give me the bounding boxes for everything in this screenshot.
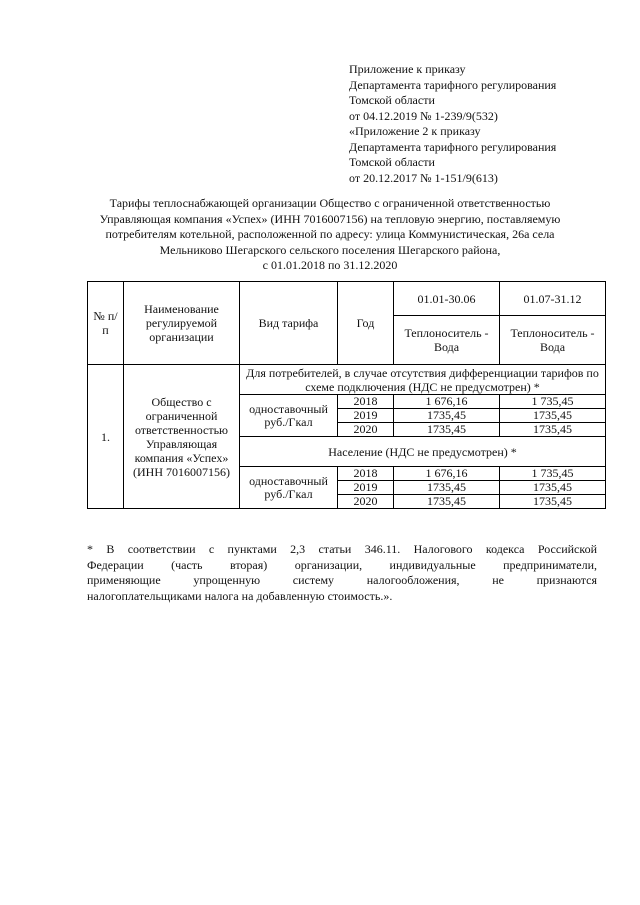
footnote-line: применяющие упрощенную систему налогообложения, не признаются bbox=[87, 573, 597, 587]
year-cell: 2019 bbox=[338, 409, 394, 423]
value-cell: 1735,45 bbox=[394, 423, 500, 437]
group-title: Для потребителей, в случае отсутствия дифференциации тарифов по схеме подключения (НДС не предусмотрен) * bbox=[240, 365, 606, 395]
value-cell: 1735,45 bbox=[394, 495, 500, 509]
appendix-line: от 04.12.2019 № 1-239/9(532) bbox=[349, 108, 498, 123]
value-cell: 1735,45 bbox=[394, 481, 500, 495]
header-organization: Наименование регулируемой организации bbox=[124, 282, 240, 365]
appendix-line: Приложение к приказу bbox=[349, 62, 466, 76]
appendix-line: Департамента тарифного регулирования bbox=[349, 77, 557, 92]
value-cell: 1735,45 bbox=[500, 423, 606, 437]
tariff-table bbox=[87, 281, 606, 509]
group-title-row bbox=[88, 365, 606, 395]
document-title bbox=[80, 196, 580, 274]
appendix-line: Департамента тарифного регулирования bbox=[349, 139, 557, 154]
year-cell: 2020 bbox=[338, 423, 394, 437]
title-line: с 01.01.2018 по 31.12.2020 bbox=[262, 258, 398, 272]
appendix-line: Томской области bbox=[349, 155, 435, 169]
appendix-line: Томской области bbox=[349, 93, 435, 107]
year-cell: 2019 bbox=[338, 481, 394, 495]
tariff-type-cell: одноставочный руб./Гкал bbox=[240, 467, 338, 509]
year-cell: 2018 bbox=[338, 395, 394, 409]
header-carrier-1: Теплоноситель - Вода bbox=[394, 316, 500, 365]
appendix-header bbox=[349, 62, 619, 186]
value-cell: 1735,45 bbox=[394, 409, 500, 423]
header-period-2: 01.07-31.12 bbox=[500, 282, 606, 316]
appendix-line: от 20.12.2017 № 1-151/9(613) bbox=[349, 170, 498, 185]
tariff-type-cell: одноставочный руб./Гкал bbox=[240, 395, 338, 437]
footnote bbox=[87, 542, 597, 604]
value-cell: 1 735,45 bbox=[500, 467, 606, 481]
title-line: потребителям котельной, расположенной по адресу: улица Коммунистическая, 26а села bbox=[105, 227, 555, 241]
table-header-row bbox=[88, 282, 606, 316]
header-year: Год bbox=[338, 282, 394, 365]
header-carrier-2: Теплоноситель - Вода bbox=[500, 316, 606, 365]
appendix-line: «Приложение 2 к приказу bbox=[349, 124, 481, 138]
value-cell: 1 676,16 bbox=[394, 467, 500, 481]
title-line: Тарифы теплоснабжающей организации Общество с ограниченной ответственностью bbox=[109, 196, 551, 210]
group-title: Население (НДС не предусмотрен) * bbox=[240, 437, 606, 467]
organization-name: Общество с ограниченной ответственностью Управляющая компания «Успех» (ИНН 7016007156) bbox=[124, 365, 240, 509]
value-cell: 1 676,16 bbox=[394, 395, 500, 409]
title-line: Управляющая компания «Успех» (ИНН 7016007156) на тепловую энергию, поставляемую bbox=[99, 211, 561, 226]
footnote-line: Федерации (часть вторая) организации, индивидуальные предприниматели, bbox=[87, 557, 597, 572]
title-line: Мельниково Шегарского сельского поселения Шегарского района, bbox=[159, 242, 501, 257]
year-cell: 2018 bbox=[338, 467, 394, 481]
value-cell: 1735,45 bbox=[500, 481, 606, 495]
value-cell: 1 735,45 bbox=[500, 395, 606, 409]
year-cell: 2020 bbox=[338, 495, 394, 509]
value-cell: 1735,45 bbox=[500, 409, 606, 423]
footnote-line: налогоплательщиками налога на добавленную стоимость.». bbox=[87, 588, 393, 603]
row-number: 1. bbox=[88, 365, 124, 509]
header-tariff-type: Вид тарифа bbox=[240, 282, 338, 365]
header-num: № п/п bbox=[88, 282, 124, 365]
footnote-line: * В соответствии с пунктами 2,3 статьи 346.11. Налогового кодекса Российской bbox=[87, 542, 597, 556]
value-cell: 1735,45 bbox=[500, 495, 606, 509]
header-period-1: 01.01-30.06 bbox=[394, 282, 500, 316]
